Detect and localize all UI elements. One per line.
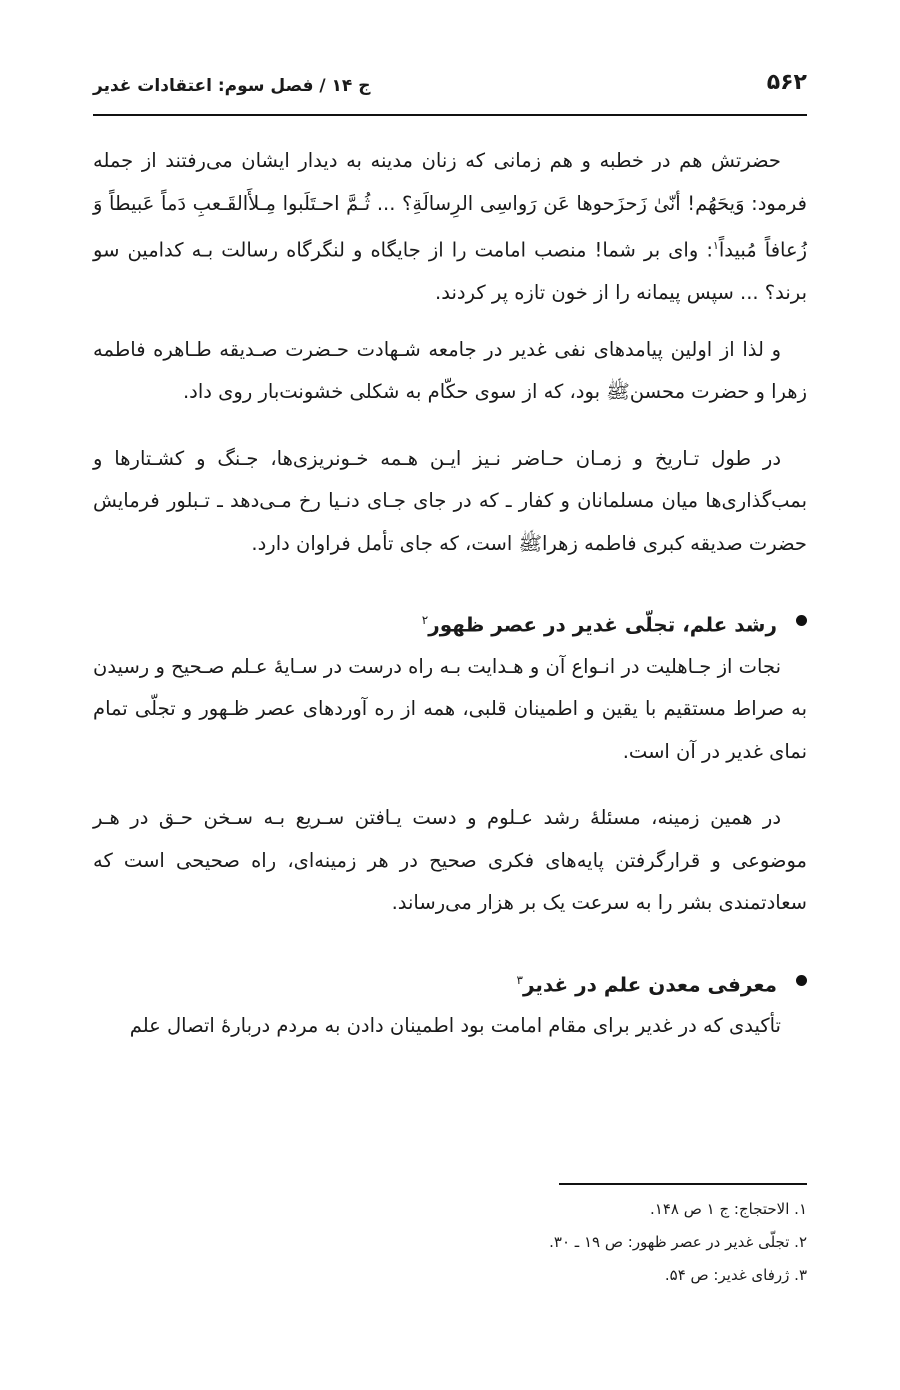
running-title: ج ۱۴ / فصل سوم: اعتقادات غدیر: [93, 76, 371, 96]
paragraph-4: نجات از جـاهلیت در انـواع آن و هـدایت بـه راه درست در سـایهٔ عـلم صـحیح و رسیدن به صراط مستقیم با یقین و اطمینان قلبی، همه از ره آوردهای عصر ظـهور و تجلّی تمام نمای غدیر در آن است.: [93, 654, 807, 763]
page-header: [93, 66, 807, 114]
header-rule: [93, 114, 807, 116]
page-number: ۵۶۲: [766, 70, 807, 95]
footnote-ref-2[interactable]: ۲: [421, 613, 429, 627]
paragraph-3: در طول تـاریخ و زمـان حـاضر نـیز ایـن هـمه خـونریزی‌ها، جـنگ و کشـتارها و بمب‌گذاری‌ها میان مسلمانان و کفار ـ که در جای جـای دنـیا رخ مـی‌دهد ـ تـبلور فرمایش حضرت صدیقه کبری فاطمه زهراﷺ است، که جای تأمل فراوان دارد.: [93, 446, 807, 555]
paragraph-5: در همین زمینه، مسئلهٔ رشد عـلوم و دست یـافتن سـریع بـه سـخن حـق در هـر موضوعی و قرارگرفتن پایه‌های فکری صحیح در هر زمینه‌ای، راه صحیحی است که سعادتمندی بشر را به سرعت یک بر هزار می‌رساند.: [93, 806, 807, 915]
bullet-icon: [796, 615, 807, 626]
footnotes: [357, 1183, 807, 1292]
footnote-rule: [559, 1183, 807, 1185]
paragraph-6: تأکیدی که در غدیر برای مقام امامت بود اطمینان دادن به مردم دربارهٔ اتصال علم: [129, 1014, 781, 1038]
bullet-icon: [796, 975, 807, 986]
paragraph-2: و لذا از اولین پیامدهای نفی غدیر در جامعه شـهادت حـضرت صـدیقه طـاهره فاطمه زهرا و حضرت محسن‌ﷺ بود، که از سوی حکّام به شکلی خشونت‌بار روی داد.: [93, 337, 807, 403]
body-text: [93, 140, 807, 1048]
footnote-ref-3[interactable]: ۳: [516, 972, 523, 987]
footnote-2: ۲. تجلّی غدیر در عصر ظهور: ص ۱۹ ـ ۳۰.: [549, 1233, 807, 1251]
section-heading-1: رشد علم، تجلّی غدیر در عصر ظهور$^۲$: [93, 599, 807, 646]
section-heading-2: معرفی معدن علم در غدیر$^۳$: [93, 959, 807, 1006]
footnote-3: ۳. ژرفای غدیر: ص ۵۴.: [664, 1266, 807, 1284]
footnote-ref-1[interactable]: ۱: [712, 239, 719, 252]
paragraph-1: حضرتش هم در خطبه و هم زمانی که زنان مدینه به دیدار ایشان می‌رفتند از جمله فرمود: وَیحَهُم! أنّیٰ زَحزَحوها عَن رَواسِی الرِسالَةِ؟ ... ثُـمَّ احـتَلَبوا مِـلأَالقَـعبِ دَماً عَبیطاً وَ زُعافاً مُبیداً$^۱$: وای بر شما! منصب امامت را از جایگاه و لنگرگاه رسالت بـه کدامین سو برند؟ ... سپس پیمانه را از خون تازه پر کردند.: [93, 149, 808, 304]
footnote-1: ۱. الاحتجاج: ج ۱ ص ۱۴۸.: [649, 1200, 807, 1218]
